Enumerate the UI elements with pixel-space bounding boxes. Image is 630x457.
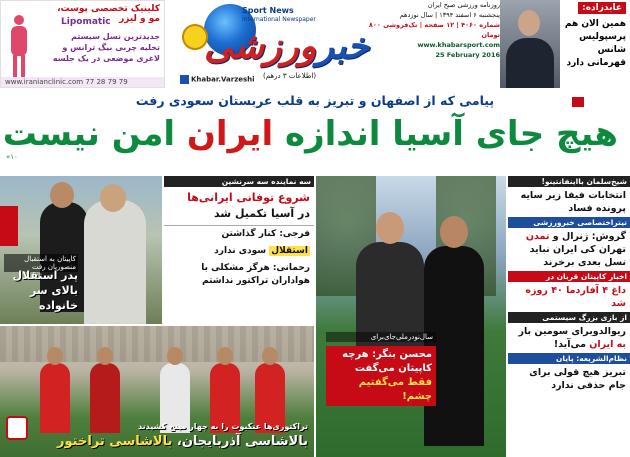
instagram-icon: [180, 75, 189, 84]
ad-brand: Lipomatic: [61, 17, 111, 27]
ad-footer: www.iranianclinic.com 77 28 79 79: [1, 77, 164, 87]
tractor-photo: [0, 326, 314, 457]
section-header: اخبار کاپیتان قربان در: [508, 271, 630, 282]
newspaper-logo: Sport News International Newspaper خبرورزشی: [178, 4, 378, 74]
photo-caption: محسن بنگر: هرچه کاپیتان می‌گفت فقط می‌گفتیم چشم!: [326, 346, 436, 406]
price-note: (اطلاعات ۳ درهم): [263, 72, 317, 80]
bullet-icon: [572, 97, 584, 107]
esteghlal-photo: [0, 176, 162, 324]
photo-kicker: سال‌نو‌در‌ملی‌‌جای‌برای: [326, 332, 436, 342]
subhead: پیامی که از اصفهان و تبریز به قلب عربستان سعودی رفت: [135, 93, 495, 108]
date-en: 25 February 2016: [435, 51, 500, 59]
story-grosh: گروش: ژنرال و تمدن تهران کی ایران نباید نسل بعدی برخرند: [525, 231, 626, 268]
headline-page-ref: ۱۰»: [6, 153, 18, 161]
site-url: www.khabarsport.com: [417, 41, 500, 49]
photo-kicker: تراکتوری‌ها عنکبوت را به چهار مینخ کشیدند: [138, 422, 308, 431]
asia-column: [164, 176, 314, 324]
tractor-headline: بالاشاسی آذربایجان، بالاشاسی تراختور: [57, 434, 308, 449]
story-captain: داغ ۴ آفاردما ۴۰ روزه شد: [525, 285, 626, 309]
social-handle: Khabar.Varzeshi: [180, 75, 255, 84]
photo-kicker: کاپیتان به استقبال منصوریان رفت: [4, 254, 78, 272]
story-faraji: فرجی: کنار گذاشتن: [221, 229, 310, 239]
main-headline: هیچ جای آسیا اندازه ایران امن نیست: [2, 114, 618, 154]
story-rivaldo: ریو‌الدوبرای سومین بار به ایران می‌آید!: [518, 326, 626, 350]
section-header: شیخ‌سلمان با‌اینفانتینو!: [508, 176, 630, 187]
right-column: [508, 176, 630, 457]
woman-figure-icon: [5, 15, 33, 77]
story-tabriz: تبریز هیچ قولی برای جام حذفی ندارد: [529, 367, 626, 391]
clinic-ad: [0, 0, 165, 88]
asia-headline-b: در آسیا تکمیل شد: [164, 206, 314, 226]
abedzadeh-photo: [500, 0, 560, 88]
section-header: سه نماینده سه سرنشین: [164, 176, 314, 187]
bengar-photo: [316, 176, 506, 457]
logo-wordmark: خبرورزشی: [204, 26, 370, 67]
ad-body: جدیدترین نسل سیستم تخلیه چربی بیگ ترانس و لاغری موضعی در یک جلسه: [52, 32, 160, 63]
tractor-club-logo: [6, 416, 28, 440]
section-header: از بازی بزرگ سیستمی: [508, 312, 630, 323]
story-fifa: انتخابات فیفا زیر سایه پرونده فساد: [520, 190, 626, 214]
asia-headline-a: شروع توفانی ایرانی‌ها: [187, 191, 310, 204]
section-header: تیتراختصاصی خبرورزشی: [508, 217, 630, 228]
teaser-kicker: عابدزاده:: [578, 2, 626, 14]
story-esteghlal: استقلال سودی ندارد: [214, 246, 308, 256]
section-header: نظام‌الشریعه: پایان: [508, 353, 630, 364]
photo-caption: پدر استقلال بالای سر خانواده: [12, 269, 78, 312]
ad-title: کلینیک تخصصی پوست، مو و لیزر: [57, 4, 160, 24]
story-rahmani: رحمانی: هرگز مشکلی با هواداران تراکتور نداشتم: [201, 263, 310, 286]
top-right-teaser: [500, 0, 630, 88]
masthead: [168, 0, 500, 95]
teaser-headline: همین الان هم پرسپولیس شانس قهرمانی دارد: [564, 19, 626, 68]
issue-meta: روزنامه ورزشی صبح ایران پنجشنبه ۶ اسفند ۱۳۹۴ | سال نوزدهم شماره ۴۰۶۰ | ۱۲ صفحه | تک‌فروشی ۸۰۰ تومان www.khabarsport.com 25 February 2016: [350, 0, 500, 60]
